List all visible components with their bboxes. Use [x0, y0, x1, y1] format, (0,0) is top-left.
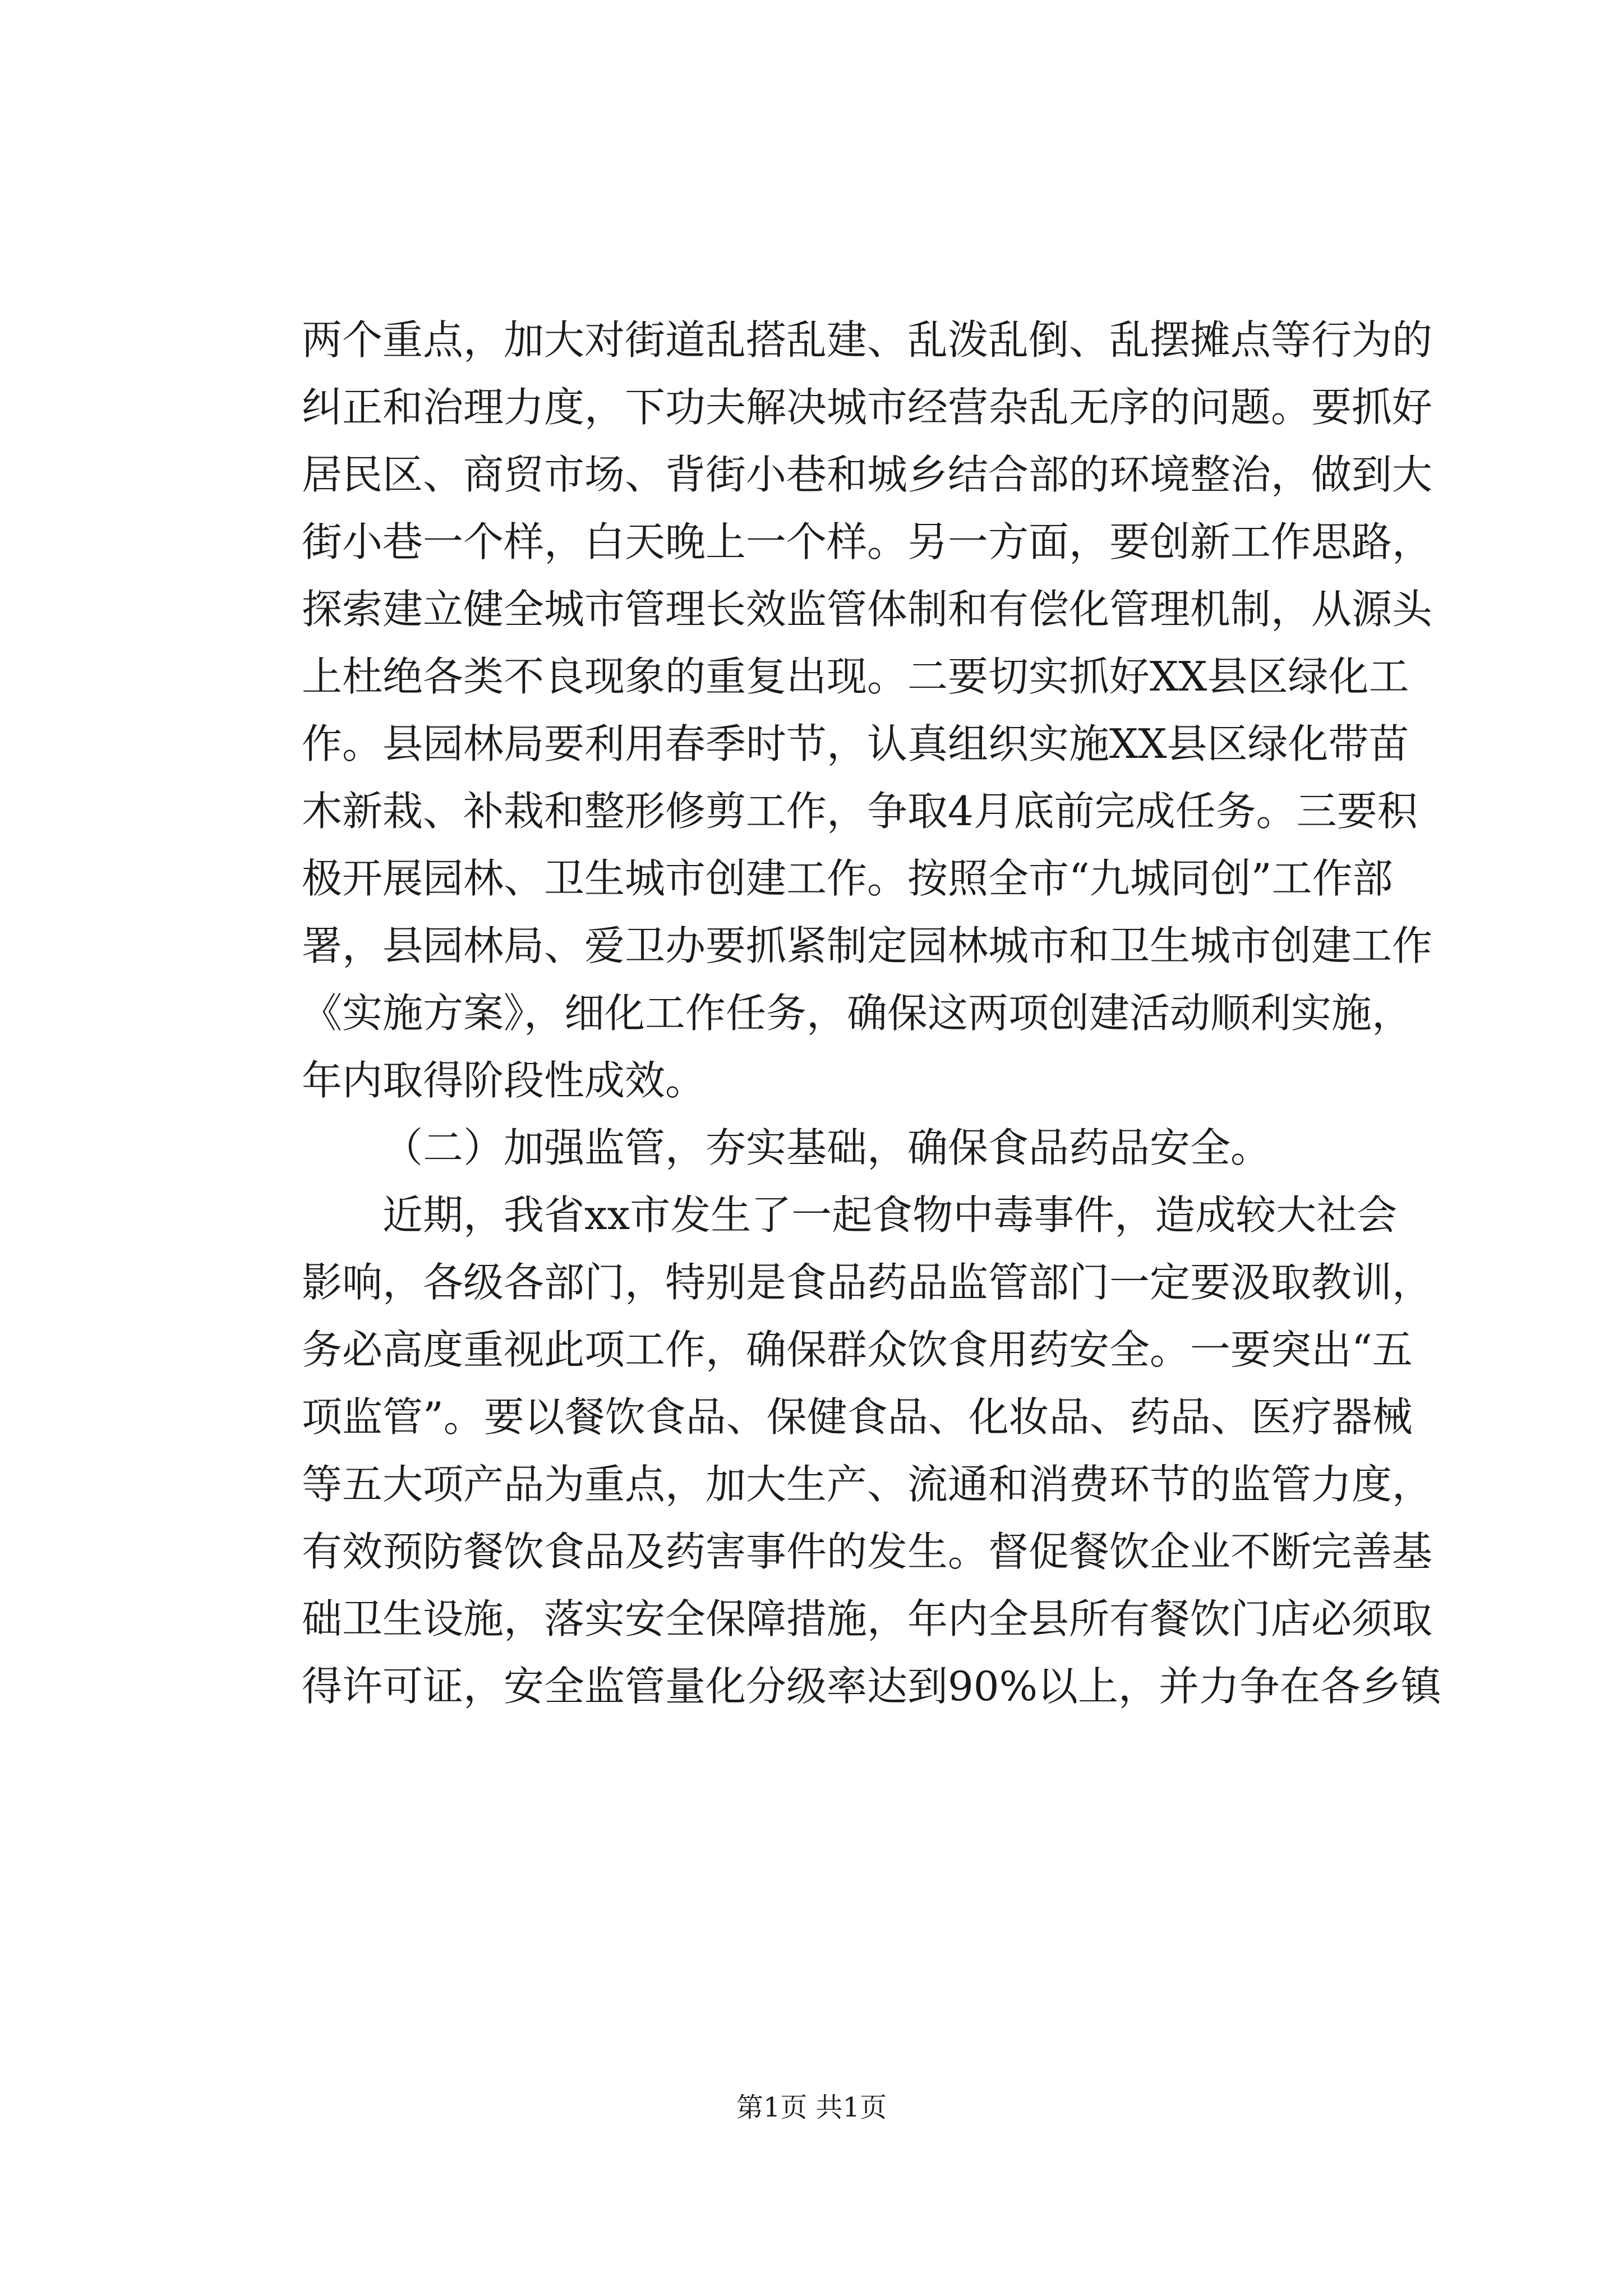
text-line: 影响，各级各部门，特别是食品药品监管部门一定要汲取教训， — [302, 1259, 1433, 1306]
section-heading: （二）加强监管，夯实基础，确保食品药品安全。 — [382, 1124, 1271, 1171]
text-line: 署，县园林局、爱卫办要抓紧制定园林城市和卫生城市创建工作 — [302, 922, 1433, 969]
text-line: 础卫生设施，落实安全保障措施，年内全县所有餐饮门店必须取 — [302, 1595, 1433, 1642]
text-line: 作。县园林局要利用春季时节，认真组织实施XX县区绿化带苗 — [302, 720, 1409, 767]
text-line: 务必高度重视此项工作，确保群众饮食用药安全。一要突出“五 — [302, 1326, 1413, 1373]
text-line: 木新栽、补栽和整形修剪工作，争取4月底前完成任务。三要积 — [302, 788, 1418, 835]
text-line: 街小巷一个样，白天晚上一个样。另一方面，要创新工作思路， — [302, 518, 1433, 565]
text-line: 项监管”。要以餐饮食品、保健食品、化妆品、药品、医疗器械 — [302, 1393, 1413, 1441]
text-line: 年内取得阶段性成效。 — [302, 1057, 706, 1104]
page-number-footer: 第1页 共1页 — [736, 2092, 887, 2123]
text-line: 两个重点，加大对街道乱搭乱建、乱泼乱倒、乱摆摊点等行为的 — [302, 316, 1433, 364]
text-line: 极开展园林、卫生城市创建工作。按照全市“九城同创”工作部 — [302, 855, 1393, 902]
text-line: 纠正和治理力度，下功夫解决城市经营杂乱无序的问题。要抓好 — [302, 384, 1433, 431]
text-line: 等五大项产品为重点，加大生产、流通和消费环节的监管力度， — [302, 1461, 1433, 1508]
text-line: 有效预防餐饮食品及药害事件的发生。督促餐饮企业不断完善基 — [302, 1528, 1433, 1575]
text-line: 得许可证，安全监管量化分级率达到90%以上，并力争在各乡镇 — [302, 1663, 1442, 1710]
text-line: 探索建立健全城市管理长效监管体制和有偿化管理机制，从源头 — [302, 586, 1433, 633]
text-line: 居民区、商贸市场、背街小巷和城乡结合部的环境整治，做到大 — [302, 451, 1433, 498]
paragraph-first-line: 近期，我省xx市发生了一起食物中毒事件，造成较大社会 — [382, 1191, 1398, 1239]
text-line: 《实施方案》，细化工作任务，确保这两项创建活动顺利实施， — [302, 990, 1413, 1037]
text-line: 上杜绝各类不良现象的重复出现。二要切实抓好XX县区绿化工 — [302, 653, 1409, 700]
